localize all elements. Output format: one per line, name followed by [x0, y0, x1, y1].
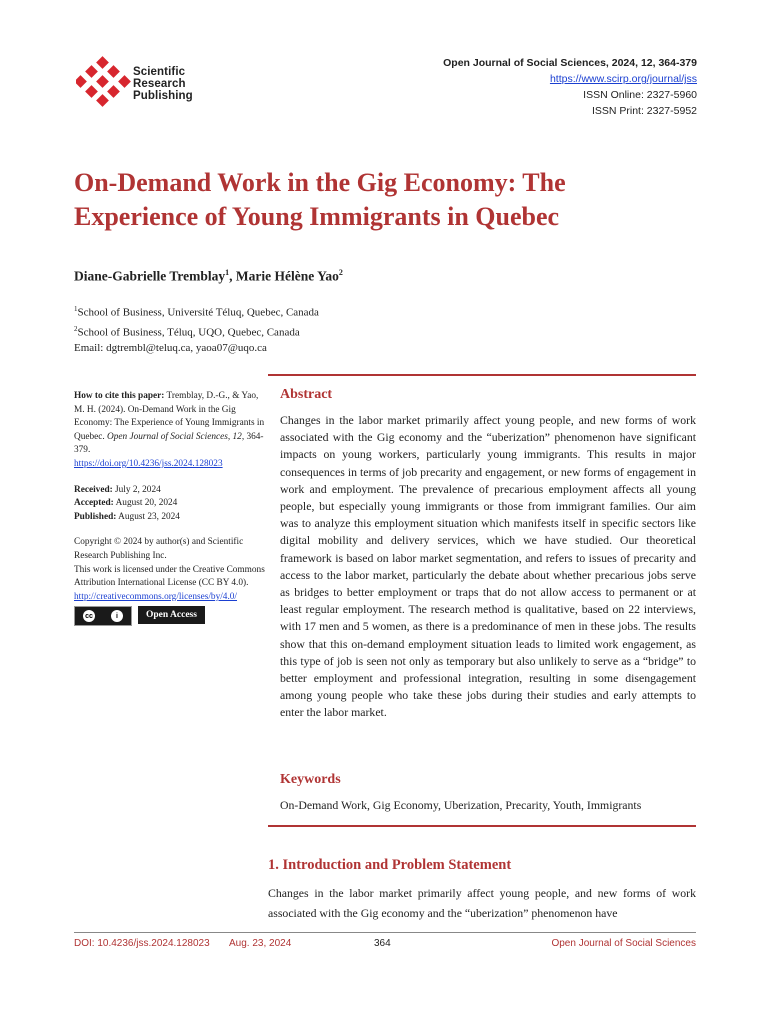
- issn-print: ISSN Print: 2327-5952: [591, 105, 697, 117]
- how-to-cite: How to cite this paper: Tremblay, D.-G., & Yao, M. H. (2024). On-Demand Work in the Gig Economy: The Experience of Young Immigrants in Quebec. Open Journal of Social Sciences, 12, 364-379. https://doi.org/10.4236/jss.2024.128023: [74, 391, 265, 469]
- publisher-name: Scientific Research Publishing: [133, 66, 193, 102]
- keywords-text: On-Demand Work, Gig Economy, Uberization, Precarity, Youth, Immigrants: [280, 798, 642, 812]
- copyright: Copyright © 2024 by author(s) and Scientific Research Publishing Inc.: [74, 537, 244, 561]
- publisher-logo: [76, 56, 206, 108]
- cc-by-badge-icon[interactable]: cc i: [74, 606, 132, 626]
- license-text: This work is licensed under the Creative Commons Attribution International License (CC BY 4.0).: [74, 564, 265, 589]
- author-list: Diane-Gabrielle Tremblay$^1$, Marie Hélène Yao$^2$: [74, 268, 343, 284]
- paper-title: On-Demand Work in the Gig Economy: The Experience of Young Immigrants in Quebec: [74, 168, 566, 231]
- doi-link[interactable]: https://doi.org/10.4236/jss.2024.128023: [74, 458, 223, 469]
- scirp-logo-icon: [76, 56, 132, 108]
- journal-citation: Open Journal of Social Sciences, 2024, 12, 364-379: [443, 57, 697, 69]
- intro-heading: 1. Introduction and Problem Statement: [268, 857, 512, 873]
- page-number: 364: [374, 938, 391, 949]
- keywords-bottom-rule: [268, 825, 696, 827]
- copyright-block: [74, 536, 266, 626]
- journal-url-link[interactable]: https://www.scirp.org/journal/jss: [549, 73, 697, 85]
- intro-text: Changes in the labor market primarily affect young people, and new forms of work associated with the Gig economy and the “uberization” phenomenon have: [268, 886, 696, 920]
- journal-info: [443, 55, 697, 119]
- abstract-heading: Abstract: [280, 387, 333, 402]
- footer-rule: [74, 932, 696, 933]
- footer-journal: Open Journal of Social Sciences: [551, 938, 696, 949]
- article-dates: Received: July 2, 2024 Accepted: August 20, 2024 Published: August 23, 2024: [74, 484, 180, 522]
- author-name: Marie Hélène Yao: [235, 268, 339, 284]
- affiliation-1: School of Business, Université Téluq, Quebec, Canada: [77, 306, 319, 319]
- footer-doi: DOI: 10.4236/jss.2024.128023: [74, 938, 210, 949]
- affiliations: $^1$School of Business, Université Téluq, Quebec, Canada $^2$School of Business, Téluq, UQO, Quebec, Canada Email: dgtrembl@teluq.ca, yaoa07@uqo.ca: [74, 305, 319, 355]
- author-name: Diane-Gabrielle Tremblay: [74, 268, 226, 284]
- issn-online: ISSN Online: 2327-5960: [583, 89, 697, 101]
- footer-date: Aug. 23, 2024: [229, 938, 292, 949]
- abstract-top-rule: [268, 374, 696, 376]
- affiliation-2: School of Business, Téluq, UQO, Quebec, Canada: [77, 326, 300, 339]
- author-email: Email: dgtrembl@teluq.ca, yaoa07@uqo.ca: [74, 342, 267, 355]
- keywords-heading: Keywords: [280, 772, 341, 787]
- article-sidebar: [74, 390, 266, 638]
- license-link[interactable]: http://creativecommons.org/licenses/by/4.0/: [74, 591, 238, 602]
- open-access-badge: Open Access: [138, 606, 205, 624]
- abstract-text: Changes in the labor market primarily affect young people, and new forms of work associated with the Gig economy and the “uberization” phenomenon have significant impacts on young workers, particularly young immigrants. This results in major consequences in terms of job precarity and engagement, or new forms of engagement in work and employment. The prevalence of precarious employment affects all young people, but especially young immigrants or those from immigrant families. Our aim was to analyze this employment situation which manifests itself in specific sectors like digital mobility and delivery services, which we have studied. Our theoretical framework is based on labor market segmentation, and refers to issues of precarity and access to the labor market, particularly the debate about whether precarious jobs serve as bridges to better employment or traps that do not allow access to permanent or at least regular employment. The research method is qualitative, based on 22 interviews, with 17 men and 5 women, as there is a predominance of men in these jobs. The results show that this on-demand employment situation leads to limited work engagement, as this type of job is seen not only as temporary but also unlikely to serve as a “bridge” to better employment and professional integration, resulting in some disengagement among young people who take these jobs during their studies and early attempts to enter the labor market.: [280, 413, 696, 720]
